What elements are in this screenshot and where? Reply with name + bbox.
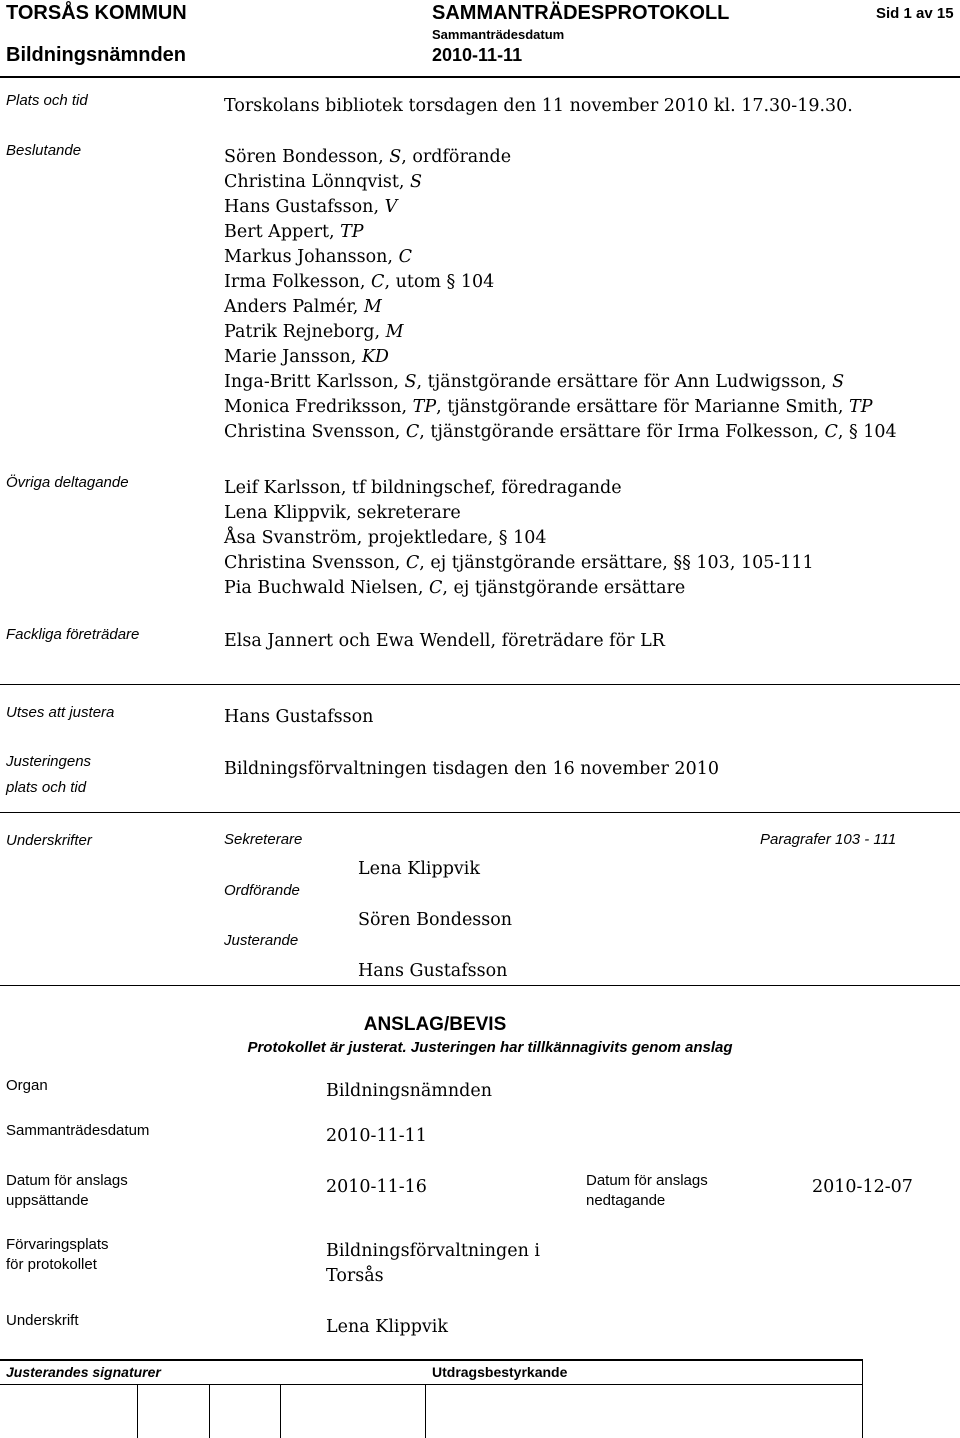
participant-text: , tjänstgörande ersättare för Marianne Smith, [436,397,850,417]
deciding-item [224,195,897,220]
section-divider-2 [0,812,960,813]
others-item [224,501,814,526]
participant-text: Bert Appert, [224,222,341,242]
removed-label-1: Datum för anslags [586,1172,708,1189]
deciding-item [224,420,897,445]
storage-value-1: Bildningsförvaltningen i [326,1241,541,1261]
notice-title: ANSLAG/BEVIS [363,1014,507,1035]
deciding-item [224,295,897,320]
party-abbreviation: S [404,372,417,392]
party-abbreviation: C [371,272,385,292]
secretary-label: Sekreterare [224,831,303,848]
party-abbreviation: TP [849,397,873,417]
participant-text: Lena Klippvik, sekreterare [224,503,461,523]
municipality-name: TORSÅS KOMMUN [6,2,187,24]
place-value: Torskolans bibliotek torsdagen den 11 november 2010 kl. 17.30-19.30. [224,96,853,116]
deciding-label: Beslutande [6,142,82,159]
deciding-item [224,220,897,245]
participant-text: Inga-Britt Karlsson, [224,372,405,392]
participant-text: , ej tjänstgörande ersättare [442,578,686,598]
party-abbreviation: M [385,322,404,342]
section-divider-3 [0,985,960,986]
party-abbreviation: C [405,422,420,442]
adjust-value: Hans Gustafsson [224,707,374,727]
party-abbreviation: M [363,297,382,317]
adjuster-name: Hans Gustafsson [358,961,508,981]
deciding-item [224,170,897,195]
notice-date-label: Sammanträdesdatum [6,1122,150,1139]
signature-value: Lena Klippvik [326,1317,449,1337]
chair-name: Sören Bondesson [358,910,513,930]
footer-box-right [862,1359,863,1438]
participant-text: Christina Svensson, [224,422,406,442]
paragraphs-label: Paragrafer 103 - 111 [760,831,897,848]
adjust-place-value: Bildningsförvaltningen tisdagen den 16 november 2010 [224,759,719,779]
union-value: Elsa Jannert och Ewa Wendell, företrädare för LR [224,631,665,651]
notice-subtitle: Protokollet är justerat. Justeringen har tillkännagivits genom anslag [247,1039,733,1056]
adjust-label: Utses att justera [6,704,115,721]
party-abbreviation: S [832,372,845,392]
party-abbreviation: C [428,578,443,598]
participant-text: Irma Folkesson, [224,272,372,292]
union-label: Fackliga företrädare [6,626,140,643]
others-item [224,576,814,601]
participant-text: , tjänstgörande ersättare för Ann Ludwigsson, [416,372,833,392]
header-divider [0,76,960,78]
posted-date: 2010-11-16 [326,1177,427,1197]
others-list [224,476,814,601]
signature-box-divider-3 [280,1384,281,1438]
party-abbreviation: KD [361,347,389,367]
others-item [224,526,814,551]
signature-box-divider-4 [425,1384,426,1438]
meeting-date: 2010-11-11 [432,45,523,65]
storage-label-2: för protokollet [6,1256,97,1273]
participant-text: Hans Gustafsson, [224,197,385,217]
party-abbreviation: C [405,553,420,573]
participant-text: , ej tjänstgörande ersättare, §§ 103, 105-111 [419,553,814,573]
secretary-name: Lena Klippvik [358,859,481,879]
party-abbreviation: S [389,147,402,167]
footer-divider [0,1359,862,1361]
party-abbreviation: V [384,197,398,217]
notice-date: 2010-11-11 [326,1126,427,1146]
page-number: Sid 1 av 15 [876,5,954,22]
posted-label-2: uppsättande [6,1192,89,1209]
organ-value: Bildningsnämnden [326,1081,492,1101]
others-label: Övriga deltagande [6,474,129,491]
party-abbreviation: C [824,422,838,442]
removed-label-2: nedtagande [586,1192,666,1209]
participant-text: Monica Fredriksson, [224,397,413,417]
deciding-item [224,270,897,295]
signature-box-divider-2 [209,1384,210,1438]
adjuster-label: Justerande [224,932,299,949]
storage-value-2: Torsås [326,1266,384,1286]
adjusters-signatures-label: Justerandes signaturer [6,1364,161,1380]
deciding-item [224,245,897,270]
participant-text: , § 104 [837,422,897,442]
participant-text: , ordförande [401,147,512,167]
others-item [224,551,814,576]
meeting-date-label: Sammanträdesdatum [432,27,565,42]
others-item [224,476,814,501]
deciding-item [224,345,897,370]
adjust-place-label-2: plats och tid [6,779,87,796]
deciding-item [224,320,897,345]
signatures-label: Underskrifter [6,832,92,849]
chair-label: Ordförande [224,882,300,899]
deciding-item [224,370,897,395]
participant-text: , tjänstgörande ersättare för Irma Folkesson, [419,422,825,442]
party-abbreviation: C [398,247,412,267]
participant-text: Åsa Svanström, projektledare, § 104 [224,528,547,548]
participant-text: Marie Jansson, [224,347,362,367]
deciding-item [224,145,897,170]
adjust-place-label-1: Justeringens [6,753,92,770]
signature-label: Underskrift [6,1312,79,1329]
section-divider [0,684,960,685]
certified-label: Utdragsbestyrkande [432,1364,568,1380]
storage-label-1: Förvaringsplats [6,1236,109,1253]
posted-label-1: Datum för anslags [6,1172,128,1189]
party-abbreviation: TP [412,397,437,417]
organ-label: Organ [6,1077,48,1094]
deciding-item [224,395,897,420]
signature-box-divider-1 [137,1384,138,1438]
place-label: Plats och tid [6,92,88,109]
participant-text: Anders Palmér, [224,297,364,317]
participant-text: Sören Bondesson, [224,147,390,167]
party-abbreviation: TP [340,222,364,242]
document-title: SAMMANTRÄDESPROTOKOLL [432,2,730,24]
participant-text: Christina Lönnqvist, [224,172,411,192]
committee-name: Bildningsnämnden [6,44,186,66]
participant-text: Christina Svensson, [224,553,406,573]
participant-text: Pia Buchwald Nielsen, [224,578,429,598]
footer-box-top [0,1384,862,1385]
deciding-list [224,145,897,445]
party-abbreviation: S [410,172,423,192]
participant-text: , utom § 104 [384,272,495,292]
participant-text: Patrik Rejneborg, [224,322,386,342]
participant-text: Leif Karlsson, tf bildningschef, föredragande [224,478,622,498]
participant-text: Markus Johansson, [224,247,399,267]
removed-date: 2010-12-07 [812,1177,913,1197]
